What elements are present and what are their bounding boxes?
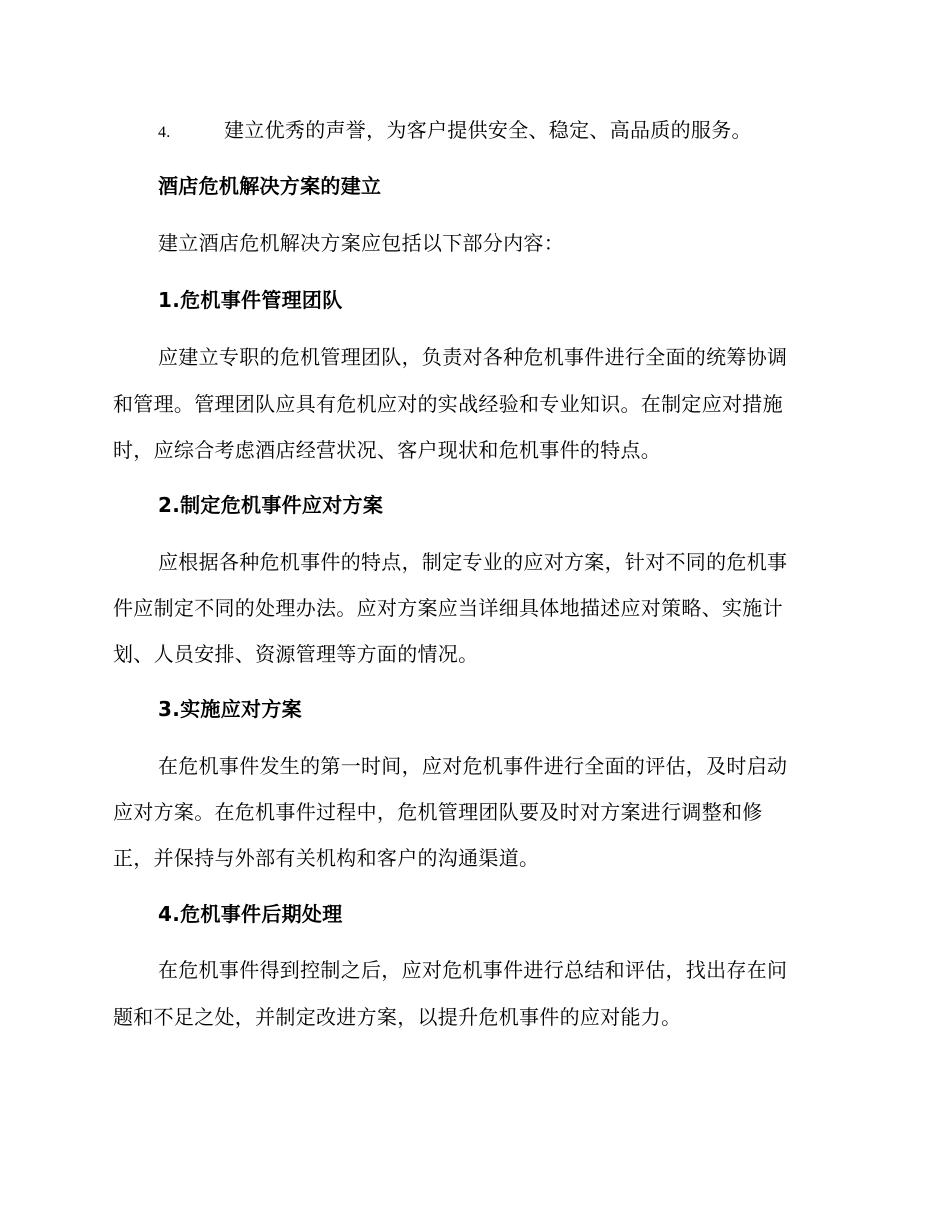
paragraph-line: 应对方案。在危机事件过程中，危机管理团队要及时对方案进行调整和修 xyxy=(113,800,763,824)
paragraph-line: 件应制定不同的处理办法。应对方案应当详细具体地描述应对策略、实施计 xyxy=(113,596,783,620)
paragraph-line: 在危机事件发生的第一时间，应对危机事件进行全面的评估，及时启动 xyxy=(158,754,788,778)
paragraph-line: 题和不足之处，并制定改进方案，以提升危机事件的应对能力。 xyxy=(113,1005,682,1029)
paragraph-line: 应建立专职的危机管理团队，负责对各种危机事件进行全面的统筹协调 xyxy=(158,345,788,369)
paragraph-line: 时，应综合考虑酒店经营状况、客户现状和危机事件的特点。 xyxy=(113,438,662,462)
intro-paragraph: 建立酒店危机解决方案应包括以下部分内容： xyxy=(158,231,564,255)
list-item xyxy=(158,112,838,151)
section-heading-4: 4.危机事件后期处理 xyxy=(158,902,343,926)
paragraph-line: 划、人员安排、资源管理等方面的情况。 xyxy=(113,642,479,666)
section-heading-1: 1.危机事件管理团队 xyxy=(158,288,343,312)
section-heading-2: 2.制定危机事件应对方案 xyxy=(158,493,384,517)
paragraph-line: 和管理。管理团队应具有危机应对的实战经验和专业知识。在制定应对措施 xyxy=(113,392,783,416)
section-title: 酒店危机解决方案的建立 xyxy=(158,174,382,198)
paragraph-line: 在危机事件得到控制之后，应对危机事件进行总结和评估，找出存在问 xyxy=(158,958,788,982)
list-item-number: 4. xyxy=(158,124,171,141)
section-heading-3: 3.实施应对方案 xyxy=(158,697,302,721)
list-item-text: 建立优秀的声誉，为客户提供安全、稳定、高品质的服务。 xyxy=(224,118,752,142)
paragraph-line: 正，并保持与外部有关机构和客户的沟通渠道。 xyxy=(113,846,540,870)
paragraph-line: 应根据各种危机事件的特点，制定专业的应对方案，针对不同的危机事 xyxy=(158,550,788,574)
